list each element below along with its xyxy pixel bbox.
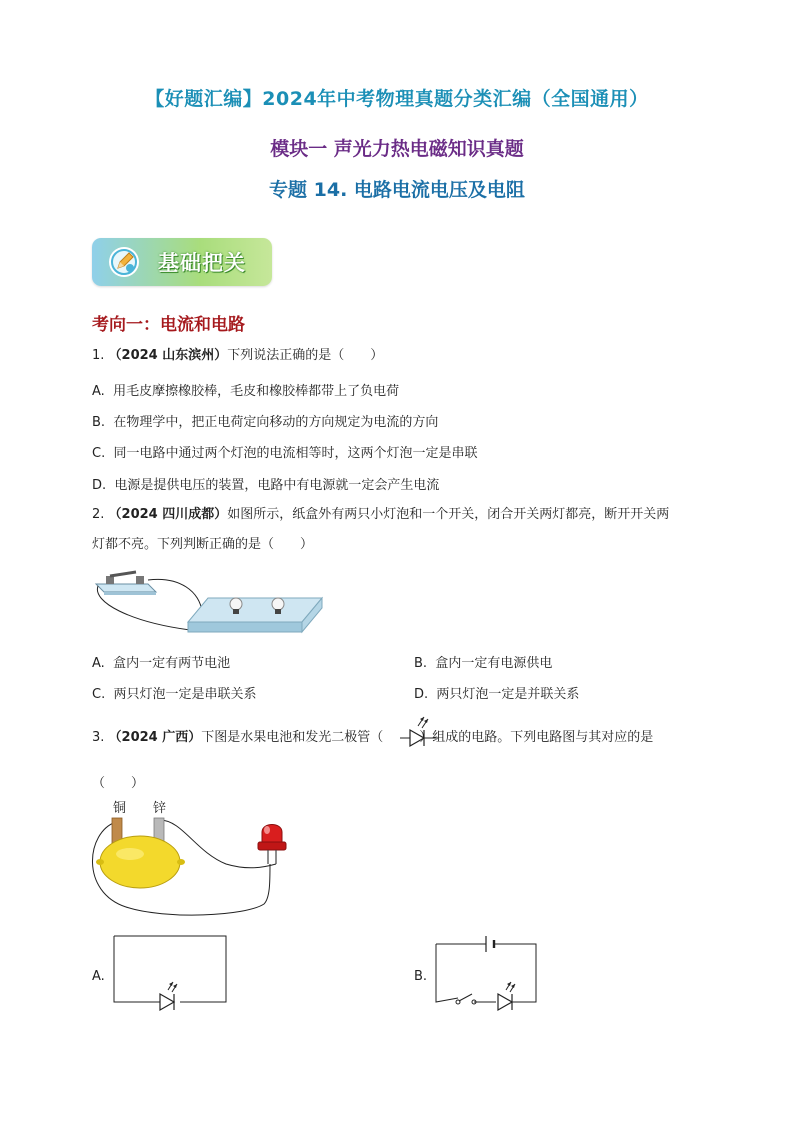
option-key: A. <box>92 656 105 671</box>
paper-box-front <box>188 622 302 632</box>
pencil-badge-icon <box>108 246 140 278</box>
switch-base <box>96 584 156 592</box>
fruit-battery-figure <box>86 812 306 922</box>
copper-label: 铜 <box>113 801 127 816</box>
option-c[interactable] <box>92 683 257 702</box>
circuit-option-a[interactable] <box>110 932 230 1018</box>
switch-terminal <box>136 576 144 584</box>
option-a[interactable] <box>92 380 399 399</box>
led-symbol-icon <box>398 712 440 752</box>
question-number: 2. <box>92 507 105 522</box>
option-a-label[interactable]: A. <box>92 969 105 984</box>
circuit-wire <box>436 944 536 1002</box>
document-title: 【好题汇编】2024年中考物理真题分类汇编（全国通用） <box>145 88 649 110</box>
question-number: 1. <box>92 348 105 363</box>
banner-label: 基础把关 <box>158 251 246 275</box>
question-source: （2024 山东滨州） <box>108 348 228 363</box>
battery-symbol-icon <box>486 936 494 952</box>
option-d[interactable] <box>414 683 579 702</box>
lemon <box>100 836 180 888</box>
option-text: 电源是提供电压的装置，电路中有电源就一定会产生电流 <box>114 478 440 493</box>
box-circuit-figure <box>90 562 330 638</box>
switch-symbol-icon <box>456 994 476 1004</box>
option-text: 同一电路中通过两个灯泡的电流相等时，这两个灯泡一定是串联 <box>113 446 478 461</box>
switch-base-side <box>104 592 156 595</box>
question-2-line2 <box>92 535 313 555</box>
question-stem-end: ）组成的电路。下列电路图与其对应的是 <box>419 730 654 745</box>
module-title: 模块一 声光力热电磁知识真题 <box>270 138 524 160</box>
section-banner <box>92 238 272 286</box>
question-3-line2 <box>92 774 144 794</box>
led-symbol-icon <box>160 982 177 1010</box>
option-b[interactable] <box>92 411 438 430</box>
question-stem: （ ） <box>92 776 145 791</box>
option-c[interactable] <box>92 442 478 461</box>
option-key: A. <box>92 384 105 399</box>
question-number: 3. <box>92 730 105 745</box>
question-source: （2024 广西） <box>108 730 202 745</box>
option-key: D. <box>92 478 107 493</box>
circuit-wire <box>114 936 226 1002</box>
question-stem: 灯都不亮。下列判断正确的是（ ） <box>92 537 314 552</box>
lemon-highlight <box>116 848 144 860</box>
option-key: B. <box>414 656 428 671</box>
option-text: 两只灯泡一定是并联关系 <box>436 687 580 702</box>
lemon-tip <box>96 859 104 865</box>
switch-terminal <box>106 576 114 584</box>
option-a[interactable] <box>92 652 230 671</box>
option-key: B. <box>92 415 106 430</box>
option-b-label[interactable]: B. <box>414 969 428 984</box>
question-2 <box>92 505 669 525</box>
lemon-tip <box>177 859 185 865</box>
option-text: 在物理学中，把正电荷定向移动的方向规定为电流的方向 <box>113 415 439 430</box>
question-3 <box>92 728 653 748</box>
option-key: C. <box>92 446 106 461</box>
option-text: 盒内一定有电源供电 <box>435 656 553 671</box>
red-led <box>258 825 286 865</box>
switch-lever <box>110 572 136 576</box>
option-text: 两只灯泡一定是串联关系 <box>113 687 257 702</box>
circuit-option-b[interactable] <box>432 932 542 1018</box>
question-stem: 下图是水果电池和发光二极管（ <box>201 730 384 745</box>
paper-box-top <box>188 598 322 622</box>
option-text: 盒内一定有两节电池 <box>113 656 231 671</box>
option-d[interactable] <box>92 474 439 493</box>
section-heading: 考向一：电流和电路 <box>92 315 245 335</box>
question-stem: 下列说法正确的是（ ） <box>227 348 384 363</box>
zinc-label: 锌 <box>153 801 167 816</box>
question-1 <box>92 346 383 366</box>
option-key: C. <box>92 687 106 702</box>
option-text: 用毛皮摩擦橡胶棒，毛皮和橡胶棒都带上了负电荷 <box>113 384 400 399</box>
topic-title: 专题 14. 电路电流电压及电阻 <box>269 179 525 201</box>
led-symbol-icon <box>498 982 515 1010</box>
option-b[interactable] <box>414 652 552 671</box>
question-source: （2024 四川成都） <box>108 507 228 522</box>
option-key: D. <box>414 687 429 702</box>
question-stem: 如图所示，纸盒外有两只小灯泡和一个开关，闭合开关两灯都亮，断开开关两 <box>227 507 670 522</box>
